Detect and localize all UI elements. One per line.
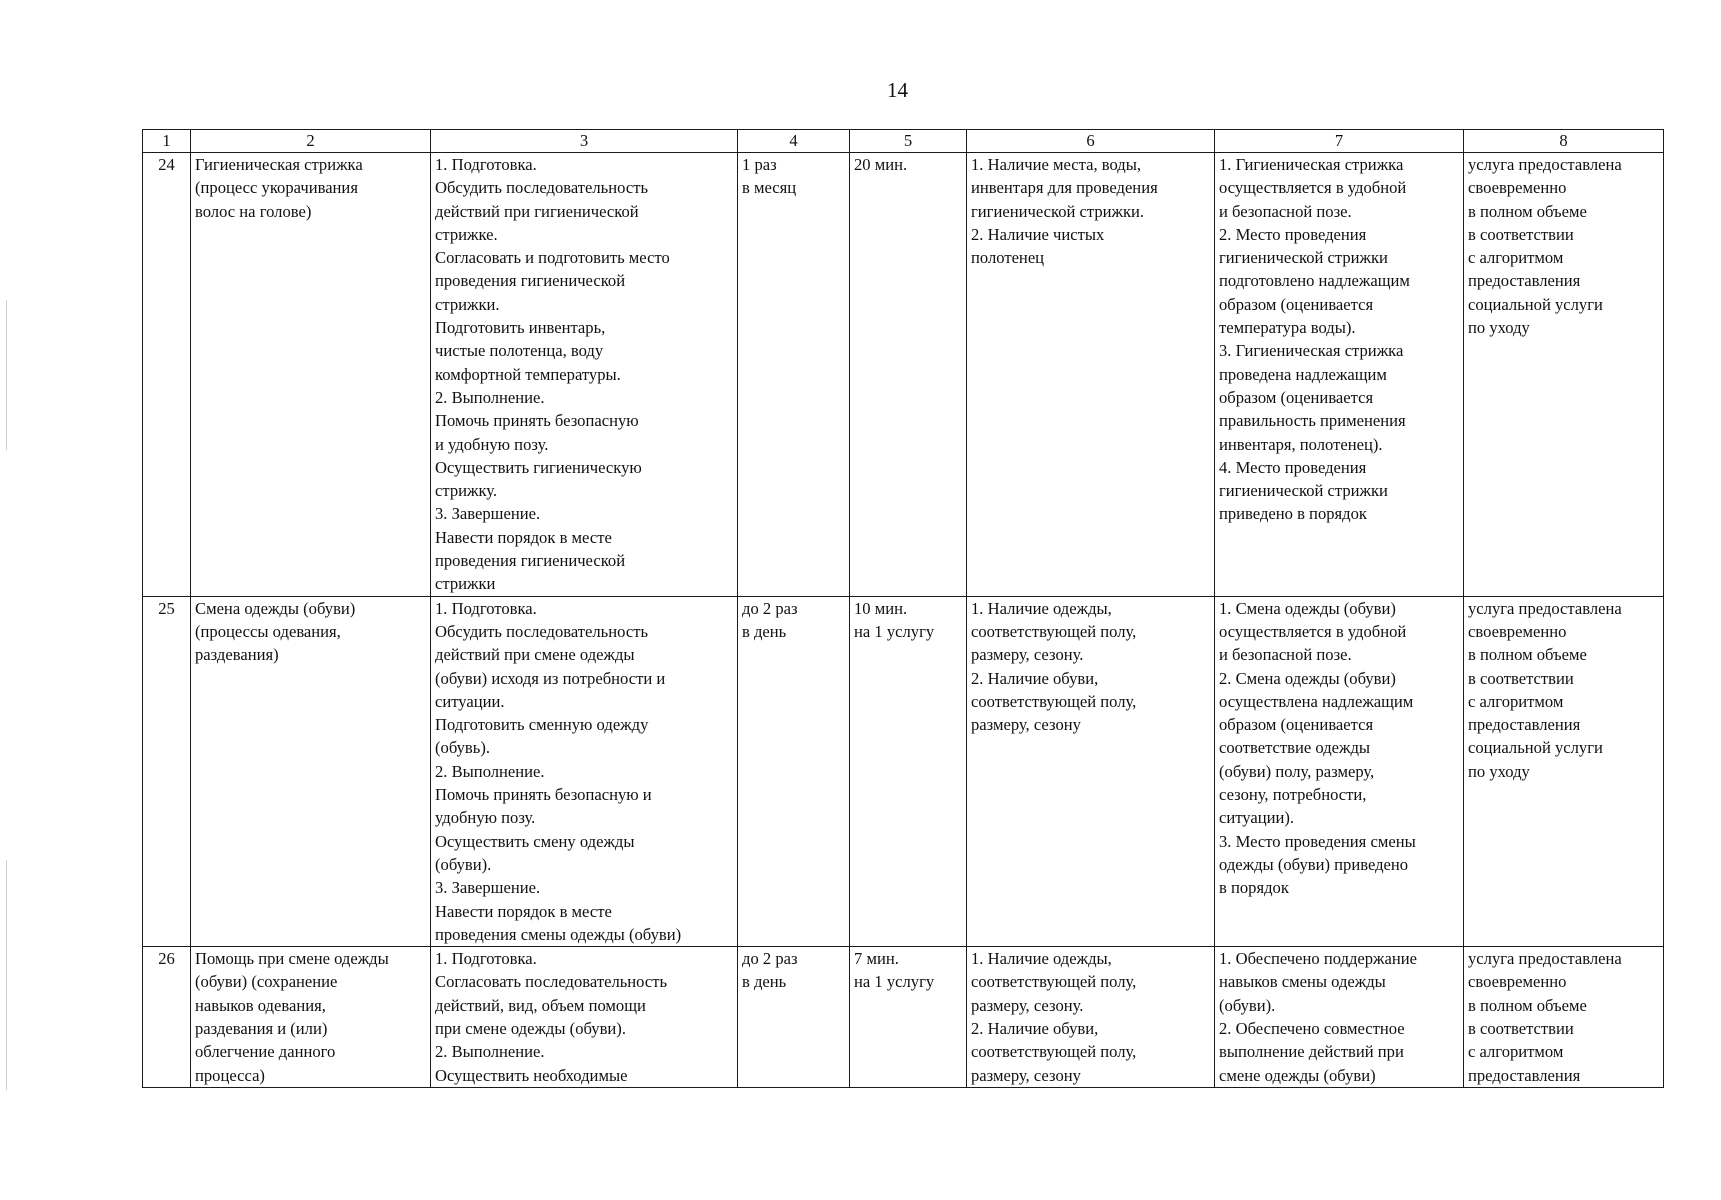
quality-indicators: 1. Смена одежды (обуви) осуществляется в удобной и безопасной позе. 2. Смена одежды (обуви) осуществлена надлежащим образом (оценивается соответствие одежды (обуви) полу, размеру, сезону, потребности, ситуации). 3. Место проведения смены одежды (обуви) приведено в порядок [1215, 596, 1464, 946]
header-cell: 1 [143, 130, 191, 153]
scan-edge-line [6, 860, 7, 1090]
row-number: 26 [143, 947, 191, 1088]
service-frequency: до 2 раз в день [738, 596, 850, 946]
service-frequency: до 2 раз в день [738, 947, 850, 1088]
service-actions: 1. Подготовка. Обсудить последовательность действий при смене одежды (обуви) исходя из потребности и ситуации. Подготовить сменную одежду (обувь). 2. Выполнение. Помочь принять безопасную и удобную позу. Осуществить смену одежды (обуви). 3. Завершение. Навести порядок в месте проведения смены одежды (обуви) [431, 596, 738, 946]
header-cell: 2 [191, 130, 431, 153]
row-number: 25 [143, 596, 191, 946]
scan-edge-line [6, 300, 7, 450]
service-name: Смена одежды (обуви) (процессы одевания, раздевания) [191, 596, 431, 946]
service-name: Помощь при смене одежды (обуви) (сохранение навыков одевания, раздевания и (или) облегчение данного процесса) [191, 947, 431, 1088]
header-cell: 6 [967, 130, 1215, 153]
service-name: Гигиеническая стрижка (процесс укорачивания волос на голове) [191, 153, 431, 597]
row-number: 24 [143, 153, 191, 597]
table-row [143, 947, 1664, 1088]
header-cell: 7 [1215, 130, 1464, 153]
header-cell: 5 [850, 130, 967, 153]
service-conditions: 1. Наличие места, воды, инвентаря для проведения гигиенической стрижки. 2. Наличие чистых полотенец [967, 153, 1215, 597]
service-actions: 1. Подготовка. Согласовать последовательность действий, вид, объем помощи при смене одежды (обуви). 2. Выполнение. Осуществить необходимые [431, 947, 738, 1088]
table-row [143, 596, 1664, 946]
result-assessment: услуга предоставлена своевременно в полном объеме в соответствии с алгоритмом предоставления социальной услуги по уходу [1464, 153, 1664, 597]
quality-indicators: 1. Обеспечено поддержание навыков смены одежды (обуви). 2. Обеспечено совместное выполнение действий при смене одежды (обуви) [1215, 947, 1464, 1088]
service-time: 7 мин. на 1 услугу [850, 947, 967, 1088]
header-cell: 8 [1464, 130, 1664, 153]
service-time: 20 мин. [850, 153, 967, 597]
service-actions: 1. Подготовка. Обсудить последовательность действий при гигиенической стрижке. Согласовать и подготовить место проведения гигиенической стрижки. Подготовить инвентарь, чистые полотенца, воду комфортной температуры. 2. Выполнение. Помочь принять безопасную и удобную позу. Осуществить гигиеническую стрижку. 3. Завершение. Навести порядок в месте проведения гигиенической стрижки [431, 153, 738, 597]
header-cell: 3 [431, 130, 738, 153]
result-assessment: услуга предоставлена своевременно в полном объеме в соответствии с алгоритмом предоставления социальной услуги по уходу [1464, 596, 1664, 946]
header-cell: 4 [738, 130, 850, 153]
page-number: 14 [887, 78, 908, 102]
table-row [143, 153, 1664, 597]
table-header-row [143, 130, 1664, 153]
service-conditions: 1. Наличие одежды, соответствующей полу, размеру, сезону. 2. Наличие обуви, соответствующей полу, размеру, сезону [967, 596, 1215, 946]
services-table [142, 129, 1664, 1088]
service-frequency: 1 раз в месяц [738, 153, 850, 597]
service-time: 10 мин. на 1 услугу [850, 596, 967, 946]
result-assessment: услуга предоставлена своевременно в полном объеме в соответствии с алгоритмом предоставления [1464, 947, 1664, 1088]
quality-indicators: 1. Гигиеническая стрижка осуществляется в удобной и безопасной позе. 2. Место проведения гигиенической стрижки подготовлено надлежащим образом (оценивается температура воды). 3. Гигиеническая стрижка проведена надлежащим образом (оценивается правильность применения инвентаря, полотенец). 4. Место проведения гигиенической стрижки приведено в порядок [1215, 153, 1464, 597]
service-conditions: 1. Наличие одежды, соответствующей полу, размеру, сезону. 2. Наличие обуви, соответствующей полу, размеру, сезону [967, 947, 1215, 1088]
